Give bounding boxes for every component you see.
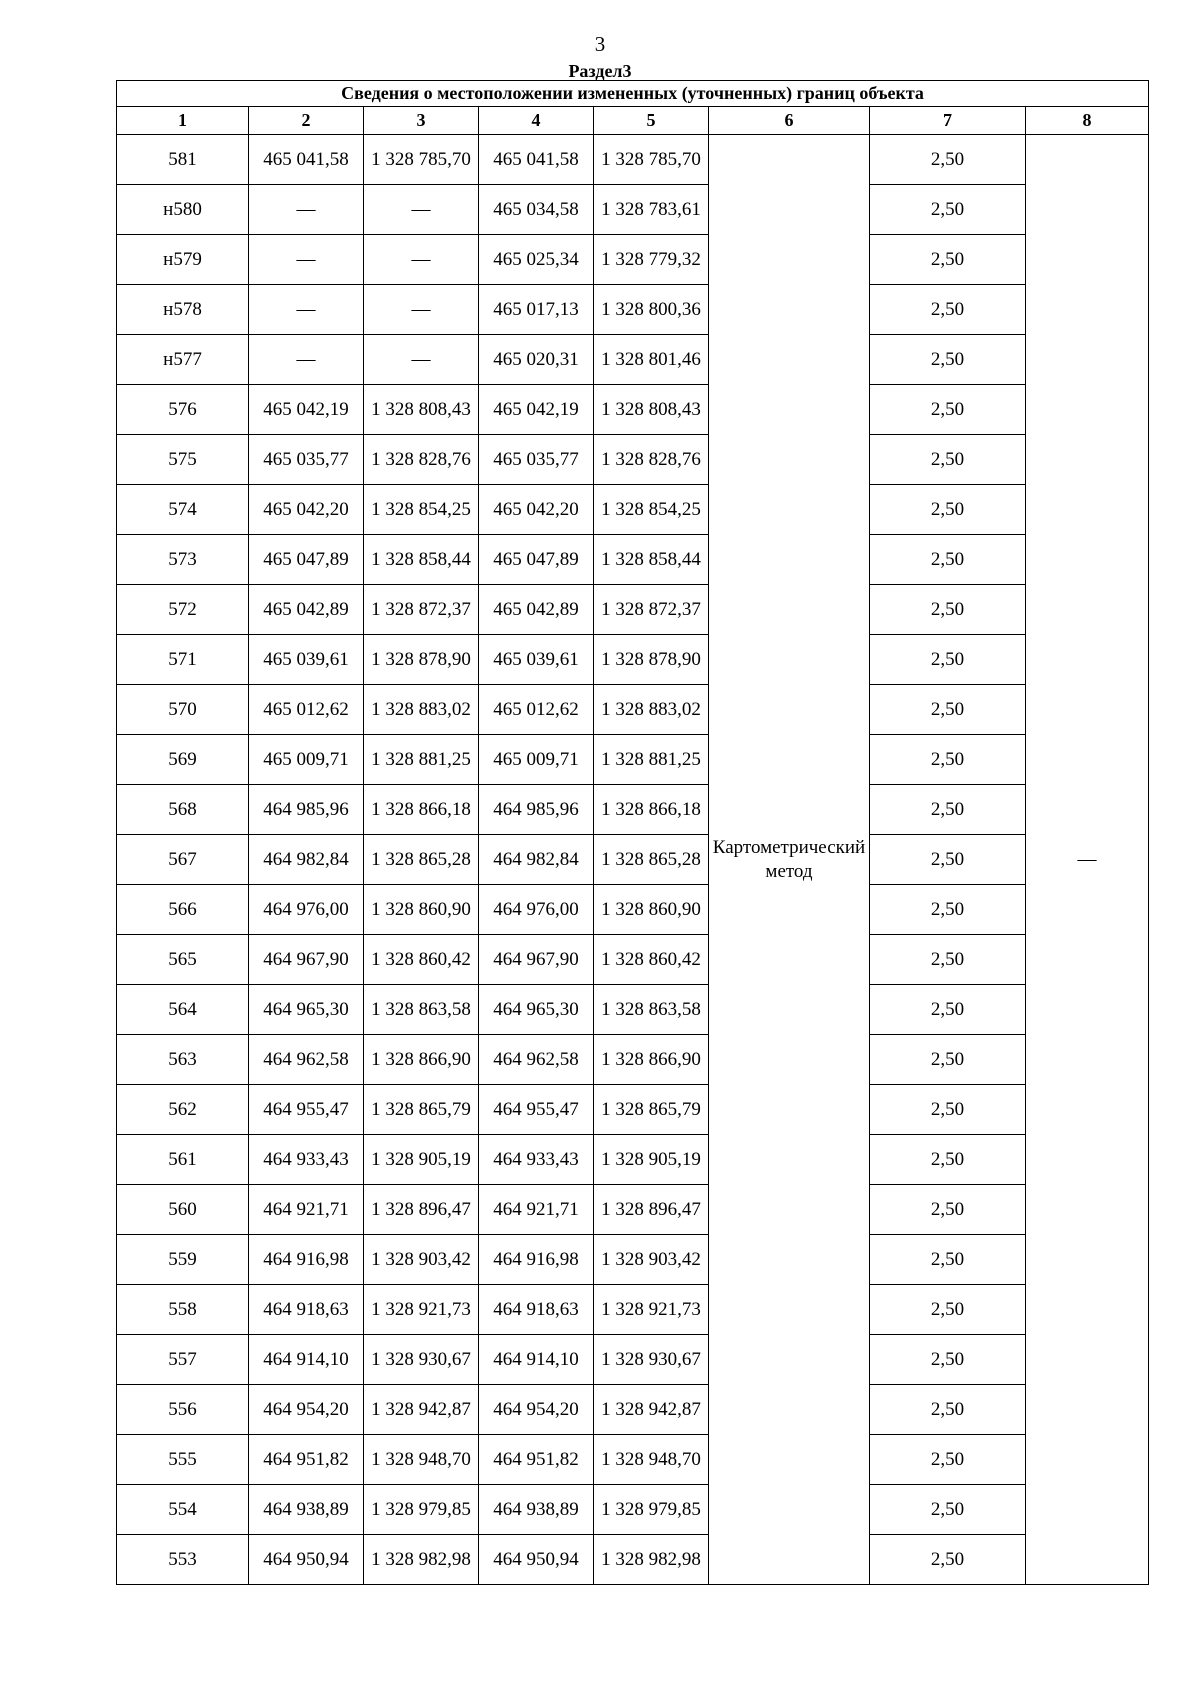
new-y-cell: 1 328 905,19 — [594, 1135, 709, 1185]
accuracy-cell: 2,50 — [870, 985, 1026, 1035]
point-id-cell: 553 — [117, 1535, 249, 1585]
old-x-cell: 465 042,20 — [249, 485, 364, 535]
point-id-cell: 568 — [117, 785, 249, 835]
new-x-cell: 464 921,71 — [479, 1185, 594, 1235]
point-id-cell: 561 — [117, 1135, 249, 1185]
accuracy-cell: 2,50 — [870, 885, 1026, 935]
old-y-cell: 1 328 948,70 — [364, 1435, 479, 1485]
new-y-cell: 1 328 801,46 — [594, 335, 709, 385]
accuracy-cell: 2,50 — [870, 335, 1026, 385]
point-id-cell: 566 — [117, 885, 249, 935]
new-x-cell: 465 017,13 — [479, 285, 594, 335]
table-row — [117, 285, 1149, 335]
new-y-cell: 1 328 872,37 — [594, 585, 709, 635]
old-y-cell: 1 328 930,67 — [364, 1335, 479, 1385]
new-x-cell: 464 918,63 — [479, 1285, 594, 1335]
new-x-cell: 464 965,30 — [479, 985, 594, 1035]
table-row — [117, 235, 1149, 285]
new-y-cell: 1 328 828,76 — [594, 435, 709, 485]
column-header-8: 8 — [1026, 107, 1149, 135]
table-row — [117, 385, 1149, 435]
point-id-cell: 564 — [117, 985, 249, 1035]
new-y-cell: 1 328 942,87 — [594, 1385, 709, 1435]
column-header-1: 1 — [117, 107, 249, 135]
new-y-cell: 1 328 779,32 — [594, 235, 709, 285]
point-id-cell: н578 — [117, 285, 249, 335]
old-x-cell: — — [249, 335, 364, 385]
old-x-cell: 465 042,19 — [249, 385, 364, 435]
new-x-cell: 464 962,58 — [479, 1035, 594, 1085]
old-y-cell: 1 328 828,76 — [364, 435, 479, 485]
table-row — [117, 1135, 1149, 1185]
column-header-5: 5 — [594, 107, 709, 135]
accuracy-cell: 2,50 — [870, 1235, 1026, 1285]
old-y-cell: 1 328 866,18 — [364, 785, 479, 835]
accuracy-cell: 2,50 — [870, 635, 1026, 685]
point-id-cell: 555 — [117, 1435, 249, 1485]
point-id-cell: 565 — [117, 935, 249, 985]
table-row — [117, 685, 1149, 735]
old-y-cell: 1 328 865,79 — [364, 1085, 479, 1135]
new-x-cell: 465 020,31 — [479, 335, 594, 385]
new-x-cell: 465 041,58 — [479, 135, 594, 185]
new-x-cell: 465 042,89 — [479, 585, 594, 635]
old-y-cell: 1 328 942,87 — [364, 1385, 479, 1435]
old-y-cell: — — [364, 285, 479, 335]
column-header-4: 4 — [479, 107, 594, 135]
table-row — [117, 835, 1149, 885]
old-x-cell: 465 009,71 — [249, 735, 364, 785]
table-row — [117, 935, 1149, 985]
old-y-cell: — — [364, 235, 479, 285]
old-y-cell: — — [364, 185, 479, 235]
point-id-cell: 560 — [117, 1185, 249, 1235]
new-y-cell: 1 328 903,42 — [594, 1235, 709, 1285]
table-caption: Сведения о местоположении измененных (уточненных) границ объекта — [117, 81, 1149, 107]
accuracy-cell: 2,50 — [870, 535, 1026, 585]
point-id-cell: 567 — [117, 835, 249, 885]
table-row — [117, 1235, 1149, 1285]
new-y-cell: 1 328 930,67 — [594, 1335, 709, 1385]
old-y-cell: 1 328 858,44 — [364, 535, 479, 585]
new-x-cell: 464 933,43 — [479, 1135, 594, 1185]
old-x-cell: 464 976,00 — [249, 885, 364, 935]
new-x-cell: 465 047,89 — [479, 535, 594, 585]
table-row — [117, 1085, 1149, 1135]
new-x-cell: 465 012,62 — [479, 685, 594, 735]
new-y-cell: 1 328 865,79 — [594, 1085, 709, 1135]
old-x-cell: 464 954,20 — [249, 1385, 364, 1435]
new-x-cell: 464 954,20 — [479, 1385, 594, 1435]
table-row — [117, 435, 1149, 485]
new-y-cell: 1 328 881,25 — [594, 735, 709, 785]
new-x-cell: 464 955,47 — [479, 1085, 594, 1135]
new-y-cell: 1 328 808,43 — [594, 385, 709, 435]
table-row — [117, 135, 1149, 185]
new-y-cell: 1 328 878,90 — [594, 635, 709, 685]
point-id-cell: 576 — [117, 385, 249, 435]
table-row — [117, 535, 1149, 585]
old-y-cell: 1 328 878,90 — [364, 635, 479, 685]
point-id-cell: 575 — [117, 435, 249, 485]
old-x-cell: 465 035,77 — [249, 435, 364, 485]
page-number: 3 — [594, 32, 606, 56]
accuracy-cell: 2,50 — [870, 135, 1026, 185]
accuracy-cell: 2,50 — [870, 1035, 1026, 1085]
table-row — [117, 1285, 1149, 1335]
accuracy-cell: 2,50 — [870, 1135, 1026, 1185]
old-x-cell: 465 041,58 — [249, 135, 364, 185]
old-y-cell: 1 328 860,42 — [364, 935, 479, 985]
new-y-cell: 1 328 883,02 — [594, 685, 709, 735]
old-x-cell: — — [249, 285, 364, 335]
old-y-cell: 1 328 866,90 — [364, 1035, 479, 1085]
table-row — [117, 335, 1149, 385]
old-y-cell: 1 328 979,85 — [364, 1485, 479, 1535]
accuracy-cell: 2,50 — [870, 385, 1026, 435]
old-y-cell: 1 328 903,42 — [364, 1235, 479, 1285]
old-x-cell: 464 921,71 — [249, 1185, 364, 1235]
old-x-cell: 465 012,62 — [249, 685, 364, 735]
accuracy-cell: 2,50 — [870, 1185, 1026, 1235]
accuracy-cell: 2,50 — [870, 1385, 1026, 1435]
old-x-cell: 464 950,94 — [249, 1535, 364, 1585]
new-x-cell: 464 938,89 — [479, 1485, 594, 1535]
table-row — [117, 985, 1149, 1035]
old-x-cell: 465 042,89 — [249, 585, 364, 635]
point-id-cell: н577 — [117, 335, 249, 385]
old-y-cell: — — [364, 335, 479, 385]
new-y-cell: 1 328 865,28 — [594, 835, 709, 885]
old-y-cell: 1 328 872,37 — [364, 585, 479, 635]
point-id-cell: 556 — [117, 1385, 249, 1435]
old-y-cell: 1 328 883,02 — [364, 685, 479, 735]
old-x-cell: 464 938,89 — [249, 1485, 364, 1535]
point-id-cell: 554 — [117, 1485, 249, 1535]
old-x-cell: 464 982,84 — [249, 835, 364, 885]
new-x-cell: 464 951,82 — [479, 1435, 594, 1485]
accuracy-cell: 2,50 — [870, 485, 1026, 535]
table-row — [117, 1485, 1149, 1535]
point-id-cell: 563 — [117, 1035, 249, 1085]
new-y-cell: 1 328 860,90 — [594, 885, 709, 935]
old-x-cell: 464 967,90 — [249, 935, 364, 985]
new-y-cell: 1 328 783,61 — [594, 185, 709, 235]
point-id-cell: 573 — [117, 535, 249, 585]
table-row — [117, 1385, 1149, 1435]
old-x-cell: 465 047,89 — [249, 535, 364, 585]
point-id-cell: 558 — [117, 1285, 249, 1335]
old-y-cell: 1 328 865,28 — [364, 835, 479, 885]
accuracy-cell: 2,50 — [870, 935, 1026, 985]
old-y-cell: 1 328 785,70 — [364, 135, 479, 185]
new-y-cell: 1 328 860,42 — [594, 935, 709, 985]
old-x-cell: 464 962,58 — [249, 1035, 364, 1085]
column8-cell: — — [1026, 135, 1149, 1585]
table-row — [117, 485, 1149, 535]
table-row — [117, 635, 1149, 685]
table-row — [117, 1335, 1149, 1385]
point-id-cell: 570 — [117, 685, 249, 735]
boundary-table — [116, 80, 1149, 1585]
point-id-cell: 571 — [117, 635, 249, 685]
new-x-cell: 465 042,19 — [479, 385, 594, 435]
old-y-cell: 1 328 896,47 — [364, 1185, 479, 1235]
column-header-7: 7 — [870, 107, 1026, 135]
new-y-cell: 1 328 896,47 — [594, 1185, 709, 1235]
new-y-cell: 1 328 800,36 — [594, 285, 709, 335]
accuracy-cell: 2,50 — [870, 285, 1026, 335]
old-y-cell: 1 328 905,19 — [364, 1135, 479, 1185]
point-id-cell: 557 — [117, 1335, 249, 1385]
accuracy-cell: 2,50 — [870, 185, 1026, 235]
point-id-cell: 569 — [117, 735, 249, 785]
old-y-cell: 1 328 881,25 — [364, 735, 479, 785]
new-x-cell: 464 914,10 — [479, 1335, 594, 1385]
accuracy-cell: 2,50 — [870, 1285, 1026, 1335]
column-header-3: 3 — [364, 107, 479, 135]
old-x-cell: 464 985,96 — [249, 785, 364, 835]
table-row — [117, 1435, 1149, 1485]
new-y-cell: 1 328 921,73 — [594, 1285, 709, 1335]
new-y-cell: 1 328 854,25 — [594, 485, 709, 535]
table-row — [117, 1535, 1149, 1585]
point-id-cell: 559 — [117, 1235, 249, 1285]
old-x-cell: 464 933,43 — [249, 1135, 364, 1185]
accuracy-cell: 2,50 — [870, 1485, 1026, 1535]
old-x-cell: 464 951,82 — [249, 1435, 364, 1485]
old-y-cell: 1 328 921,73 — [364, 1285, 479, 1335]
table-header-row — [117, 107, 1149, 135]
point-id-cell: н580 — [117, 185, 249, 235]
method-cell: Картометрический метод — [709, 135, 870, 1585]
table-row — [117, 885, 1149, 935]
accuracy-cell: 2,50 — [870, 235, 1026, 285]
accuracy-cell: 2,50 — [870, 1535, 1026, 1585]
accuracy-cell: 2,50 — [870, 585, 1026, 635]
old-y-cell: 1 328 808,43 — [364, 385, 479, 435]
new-x-cell: 464 985,96 — [479, 785, 594, 835]
new-x-cell: 465 035,77 — [479, 435, 594, 485]
old-x-cell: 464 914,10 — [249, 1335, 364, 1385]
old-y-cell: 1 328 860,90 — [364, 885, 479, 935]
column-header-6: 6 — [709, 107, 870, 135]
table-row — [117, 735, 1149, 785]
table-row — [117, 585, 1149, 635]
new-y-cell: 1 328 866,90 — [594, 1035, 709, 1085]
old-x-cell: — — [249, 235, 364, 285]
table-row — [117, 785, 1149, 835]
new-x-cell: 464 976,00 — [479, 885, 594, 935]
table-row — [117, 1185, 1149, 1235]
new-x-cell: 465 039,61 — [479, 635, 594, 685]
section-title: Раздел3 — [568, 61, 632, 81]
new-x-cell: 464 967,90 — [479, 935, 594, 985]
new-y-cell: 1 328 858,44 — [594, 535, 709, 585]
new-x-cell: 464 982,84 — [479, 835, 594, 885]
old-x-cell: 464 955,47 — [249, 1085, 364, 1135]
new-y-cell: 1 328 982,98 — [594, 1535, 709, 1585]
new-x-cell: 465 025,34 — [479, 235, 594, 285]
accuracy-cell: 2,50 — [870, 1335, 1026, 1385]
point-id-cell: 572 — [117, 585, 249, 635]
accuracy-cell: 2,50 — [870, 785, 1026, 835]
point-id-cell: н579 — [117, 235, 249, 285]
old-x-cell: 465 039,61 — [249, 635, 364, 685]
new-y-cell: 1 328 785,70 — [594, 135, 709, 185]
new-x-cell: 465 009,71 — [479, 735, 594, 785]
point-id-cell: 562 — [117, 1085, 249, 1135]
point-id-cell: 574 — [117, 485, 249, 535]
old-y-cell: 1 328 982,98 — [364, 1535, 479, 1585]
new-y-cell: 1 328 863,58 — [594, 985, 709, 1035]
accuracy-cell: 2,50 — [870, 1435, 1026, 1485]
old-x-cell: 464 916,98 — [249, 1235, 364, 1285]
accuracy-cell: 2,50 — [870, 835, 1026, 885]
accuracy-cell: 2,50 — [870, 1085, 1026, 1135]
new-x-cell: 465 042,20 — [479, 485, 594, 535]
old-y-cell: 1 328 863,58 — [364, 985, 479, 1035]
accuracy-cell: 2,50 — [870, 435, 1026, 485]
accuracy-cell: 2,50 — [870, 735, 1026, 785]
column-header-2: 2 — [249, 107, 364, 135]
table-row — [117, 185, 1149, 235]
new-x-cell: 465 034,58 — [479, 185, 594, 235]
point-id-cell: 581 — [117, 135, 249, 185]
table-body — [117, 135, 1149, 1585]
new-y-cell: 1 328 948,70 — [594, 1435, 709, 1485]
old-y-cell: 1 328 854,25 — [364, 485, 479, 535]
new-x-cell: 464 916,98 — [479, 1235, 594, 1285]
old-x-cell: 464 918,63 — [249, 1285, 364, 1335]
accuracy-cell: 2,50 — [870, 685, 1026, 735]
new-y-cell: 1 328 979,85 — [594, 1485, 709, 1535]
new-x-cell: 464 950,94 — [479, 1535, 594, 1585]
old-x-cell: 464 965,30 — [249, 985, 364, 1035]
table-row — [117, 1035, 1149, 1085]
new-y-cell: 1 328 866,18 — [594, 785, 709, 835]
old-x-cell: — — [249, 185, 364, 235]
